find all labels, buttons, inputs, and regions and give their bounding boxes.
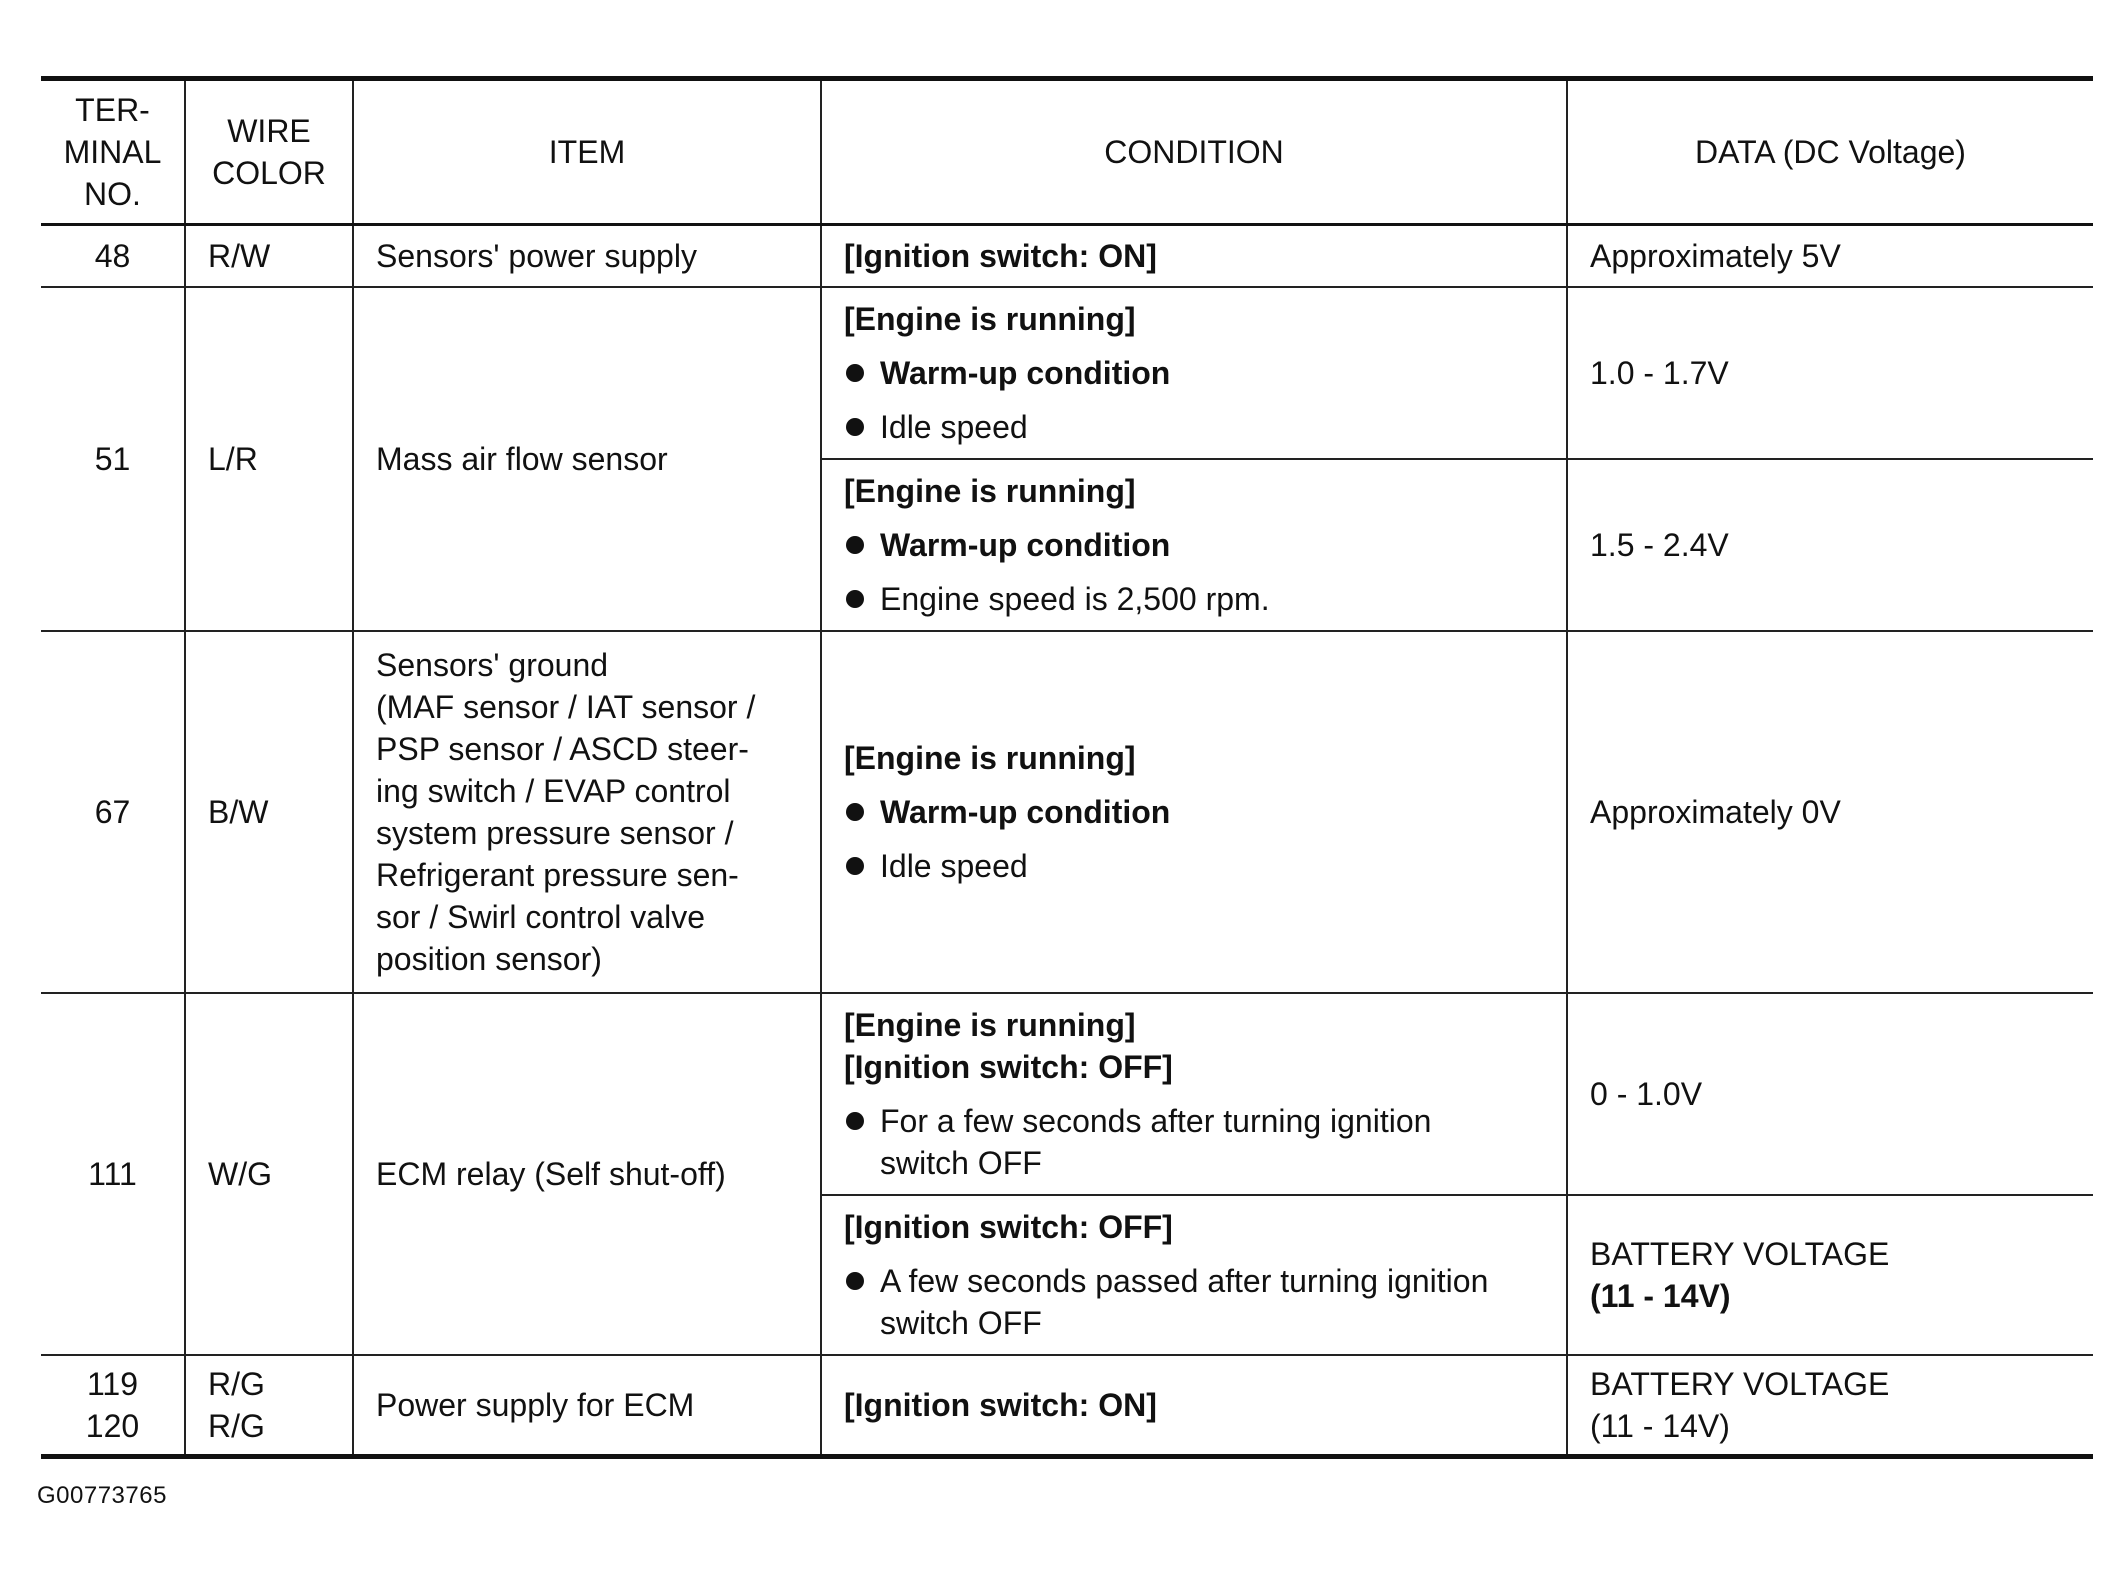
data-value: 1.0 - 1.7V: [1567, 287, 2093, 459]
data-value: 1.5 - 2.4V: [1567, 459, 2093, 631]
data-value: 0 - 1.0V: [1567, 993, 2093, 1195]
wire-color: L/R: [185, 287, 353, 631]
condition-cell: [821, 459, 1567, 631]
header-row: [41, 79, 2093, 225]
condition-title: [Engine is running]: [844, 300, 1136, 337]
condition-cell: [Ignition switch: ON]: [821, 225, 1567, 287]
table-row: [41, 631, 2093, 993]
condition-cell: [821, 631, 1567, 993]
condition-bullet: Warm-up condition: [844, 352, 1554, 394]
table-row: [41, 225, 2093, 287]
terminal-number: 51: [41, 287, 185, 631]
bullet-icon: [846, 418, 864, 436]
bullet-icon: [846, 1272, 864, 1290]
terminal-data-table-sheet: [41, 76, 2093, 1459]
item-description: Mass air flow sensor: [353, 287, 821, 631]
terminal-number: 119 120: [41, 1355, 185, 1457]
header-item: ITEM: [353, 79, 821, 225]
header-terminal-no: TER- MINAL NO.: [41, 79, 185, 225]
condition-cell: [821, 1195, 1567, 1355]
terminal-number: 67: [41, 631, 185, 993]
table-row: [41, 287, 2093, 459]
item-description: Power supply for ECM: [353, 1355, 821, 1457]
item-description: Sensors' ground (MAF sensor / IAT sensor / PSP sensor / ASCD steer- ing switch / EVAP control system pressure sensor / Refrigerant pressure sen- sor / Swirl control valve position sensor): [353, 631, 821, 993]
header-data: DATA (DC Voltage): [1567, 79, 2093, 225]
condition-title: [Engine is running]: [844, 1006, 1136, 1043]
terminal-number: 48: [41, 225, 185, 287]
condition-cell: [821, 993, 1567, 1195]
data-value: Approximately 0V: [1567, 631, 2093, 993]
condition-bullet: Idle speed: [844, 406, 1554, 448]
condition-bullet: Engine speed is 2,500 rpm.: [844, 578, 1554, 620]
header-condition: CONDITION: [821, 79, 1567, 225]
condition-bullet: Warm-up condition: [844, 791, 1554, 833]
condition-cell: [821, 287, 1567, 459]
bullet-icon: [846, 803, 864, 821]
figure-code: G00773765: [37, 1482, 167, 1509]
wire-color: R/W: [185, 225, 353, 287]
bullet-icon: [846, 590, 864, 608]
table-row: [41, 1355, 2093, 1457]
wire-color: W/G: [185, 993, 353, 1355]
item-description: ECM relay (Self shut-off): [353, 993, 821, 1355]
condition-title: [Ignition switch: OFF]: [844, 1208, 1173, 1245]
condition-bullet: Idle speed: [844, 845, 1554, 887]
condition-bullet: A few seconds passed after turning ignition switch OFF: [844, 1260, 1554, 1344]
wire-color: R/G R/G: [185, 1355, 353, 1457]
condition-title: [Engine is running]: [844, 472, 1136, 509]
bullet-icon: [846, 1112, 864, 1130]
condition-bullet: For a few seconds after turning ignition switch OFF: [844, 1100, 1554, 1184]
ecm-terminal-table: [41, 76, 2093, 1459]
bullet-icon: [846, 857, 864, 875]
wire-color: B/W: [185, 631, 353, 993]
condition-title: [Engine is running]: [844, 739, 1136, 776]
terminal-number: 111: [41, 993, 185, 1355]
condition-cell: [Ignition switch: ON]: [821, 1355, 1567, 1457]
condition-bullet: Warm-up condition: [844, 524, 1554, 566]
table-row: [41, 993, 2093, 1195]
header-wire-color: WIRE COLOR: [185, 79, 353, 225]
data-value: Approximately 5V: [1567, 225, 2093, 287]
bullet-icon: [846, 536, 864, 554]
bullet-icon: [846, 364, 864, 382]
condition-title: [Ignition switch: OFF]: [844, 1048, 1173, 1085]
data-value: BATTERY VOLTAGE (11 - 14V): [1567, 1355, 2093, 1457]
item-description: Sensors' power supply: [353, 225, 821, 287]
data-value: BATTERY VOLTAGE (11 - 14V): [1567, 1195, 2093, 1355]
